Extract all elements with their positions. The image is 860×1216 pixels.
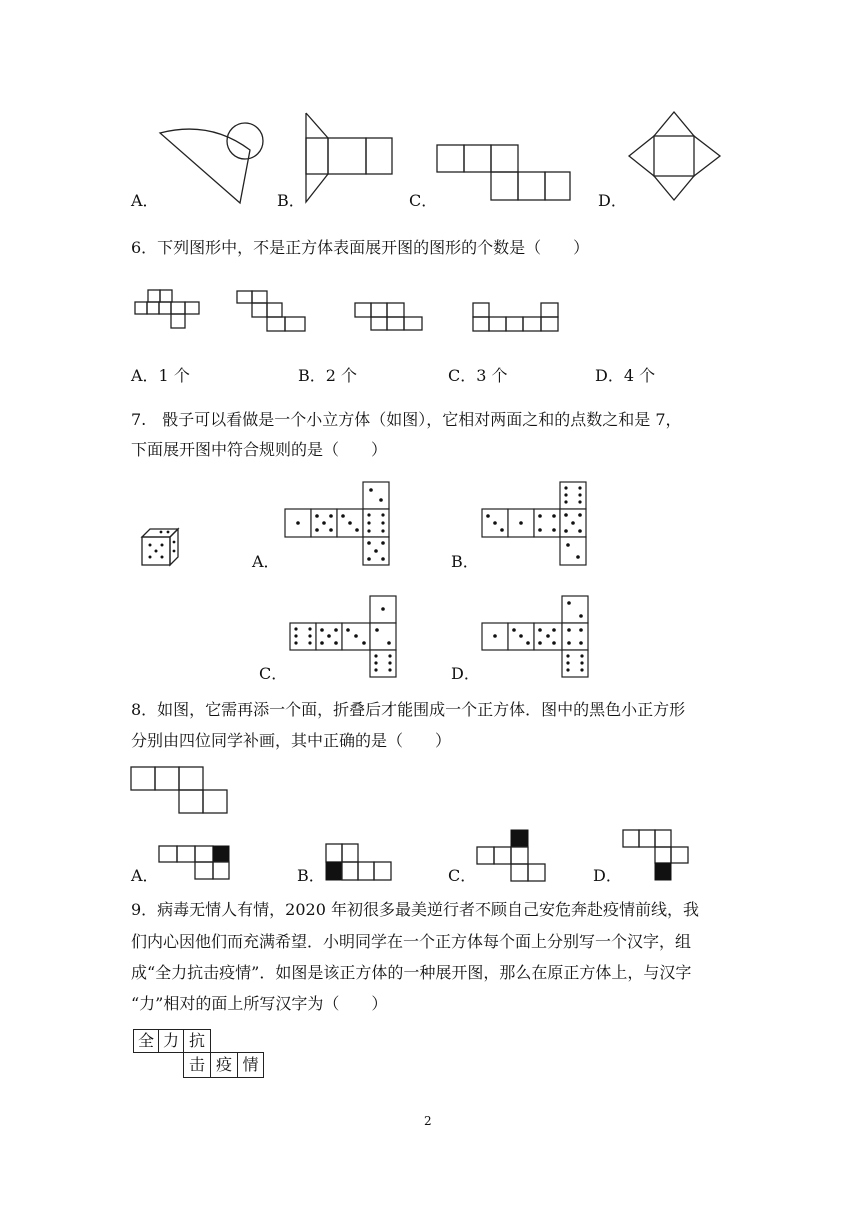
q9-net-cell: 情: [237, 1052, 264, 1078]
q5-option-a-label: A．: [131, 191, 159, 210]
q7-option-b-label: B．: [451, 552, 479, 571]
q6-stem: 6．下列图形中，不是正方体表面展开图的图形的个数是（ ）: [131, 238, 590, 257]
q7-net-c: [288, 594, 398, 684]
q6-option-b: B．2 个: [298, 366, 358, 385]
q8-option-c-label: C．: [448, 866, 477, 885]
q7-net-d: [480, 594, 590, 684]
q6-net-4: [472, 302, 567, 334]
q8-stem-line1: 8．如图，它需再添一个面，折叠后才能围成一个正方体．图中的黑色小正方形: [131, 700, 686, 719]
q8-option-a-label: A．: [131, 866, 159, 885]
q9-stem-line4: “力”相对的面上所写汉字为（ ）: [131, 994, 388, 1013]
q5-figure-b: [300, 110, 400, 210]
q7-option-a-label: A．: [252, 552, 280, 571]
q6-net-3: [354, 302, 434, 332]
q8-figure-a: [158, 845, 233, 885]
q5-option-c-label: C．: [409, 191, 438, 210]
dice-cube: [140, 527, 190, 572]
q9-net-cell: 力: [158, 1029, 184, 1053]
q9-stem-line1: 9．病毒无情人有情，2020 年初很多最美逆行者不顾自己安危奔赴疫情前线，我: [131, 900, 699, 919]
q7-option-d-label: D．: [451, 664, 480, 683]
q8-option-b-label: B．: [297, 866, 325, 885]
q9-stem-line2: 们内心因他们而充满希望．小明同学在一个正方体每个面上分别写一个汉字，组: [131, 932, 692, 951]
q9-net-cell: 全: [133, 1029, 159, 1053]
q7-net-b: [480, 480, 590, 570]
q6-net-1: [134, 288, 214, 333]
q5-figure-c: [436, 144, 576, 204]
q8-option-d-label: D．: [593, 866, 622, 885]
q7-net-a: [283, 480, 393, 570]
q7-stem-line2: 下面展开图中符合规则的是（ ）: [131, 440, 388, 459]
page-number: 2: [424, 1114, 432, 1128]
q8-figure-d: [622, 829, 697, 884]
q5-figure-d: [626, 108, 726, 208]
q9-net-cell: 抗: [183, 1029, 211, 1053]
q5-option-d-label: D．: [598, 191, 627, 210]
q9-net-cell: 疫: [210, 1052, 238, 1078]
q9-net-cell: 击: [183, 1052, 211, 1078]
q7-stem-line1: 7. 骰子可以看做是一个小立方体（如图），它相对两面之和的点数之和是 7，: [131, 410, 682, 429]
q8-figure-c: [476, 829, 551, 884]
q6-net-2: [236, 290, 316, 335]
q8-figure-b: [325, 843, 400, 883]
q6-option-d: D．4 个: [595, 366, 656, 385]
q8-base-figure: [130, 766, 230, 816]
q9-net: [133, 1029, 263, 1081]
q8-stem-line2: 分别由四位同学补画，其中正确的是（ ）: [131, 731, 452, 750]
q9-stem-line3: 成“全力抗击疫情”．如图是该正方体的一种展开图，那么在原正方体上，与汉字: [131, 963, 692, 982]
q7-option-c-label: C．: [259, 664, 288, 683]
q5-option-b-label: B．: [277, 191, 305, 210]
q6-option-c: C．3 个: [448, 366, 508, 385]
q5-figure-a: [150, 115, 280, 210]
q6-option-a: A．1 个: [131, 366, 190, 385]
